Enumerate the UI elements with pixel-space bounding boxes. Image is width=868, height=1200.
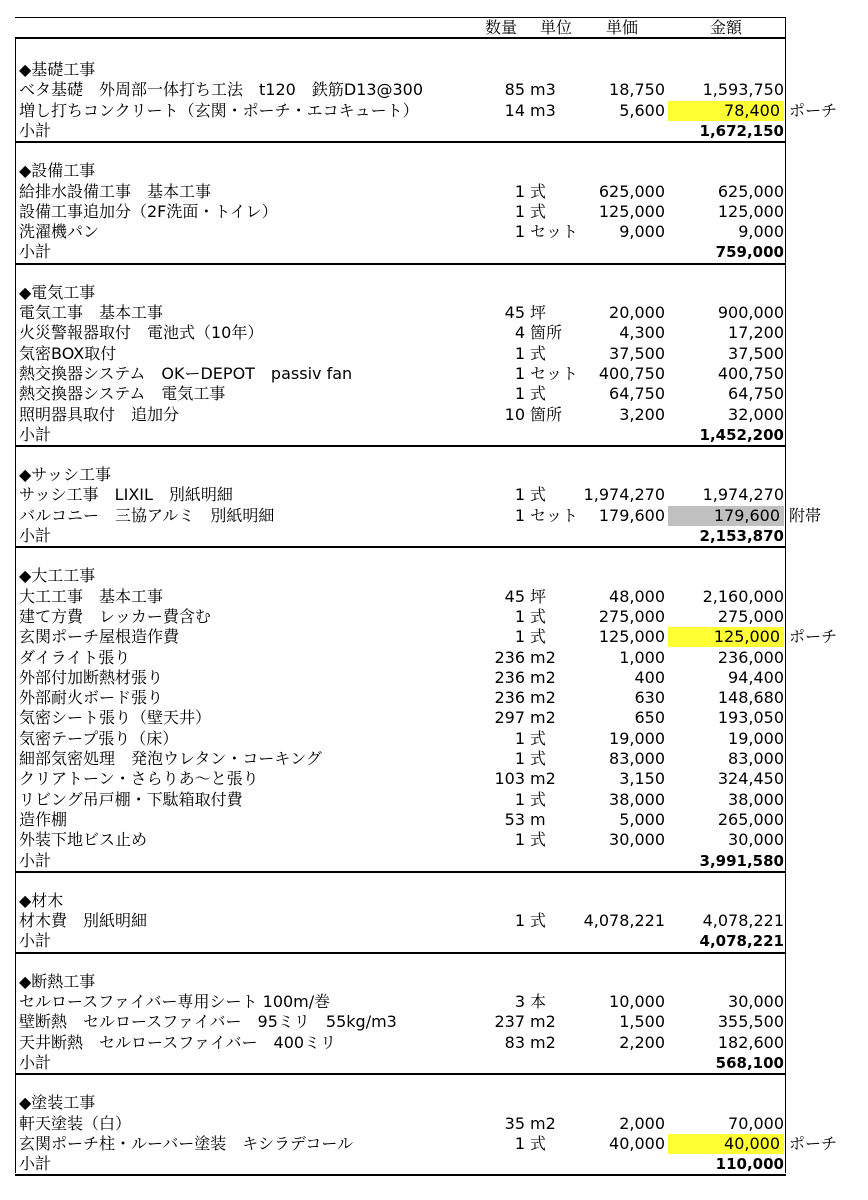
item-quantity: 45 <box>504 586 525 606</box>
item-unit-price: 18,750 <box>609 80 665 100</box>
item-unit-price: 9,000 <box>619 222 665 242</box>
item-quantity: 1 <box>514 911 525 931</box>
item-quantity: 103 <box>494 769 525 789</box>
section-divider <box>15 445 786 447</box>
section-title: ◆塗装工事 <box>19 1093 96 1113</box>
line-item-row <box>0 323 868 343</box>
subtotal-amount: 1,672,150 <box>699 121 784 140</box>
item-quantity: 236 <box>494 667 525 687</box>
item-amount: 1,974,270 <box>702 485 784 505</box>
item-unit-price: 19,000 <box>609 728 665 748</box>
subtotal-amount: 3,991,580 <box>699 851 784 870</box>
line-item-row <box>0 911 868 931</box>
line-item-row <box>0 80 868 100</box>
item-unit: m2 <box>530 1032 556 1052</box>
item-unit-price: 400 <box>634 667 665 687</box>
item-description: 熱交換器システム OKーDEPOT passiv fan <box>19 363 353 383</box>
item-amount: 900,000 <box>717 303 784 322</box>
item-quantity: 1 <box>514 728 525 748</box>
item-unit: 本 <box>530 992 547 1011</box>
item-description: 熱交換器システム 電気工事 <box>19 384 226 404</box>
item-quantity: 1 <box>514 830 525 850</box>
item-amount: 324,450 <box>717 769 784 789</box>
item-unit: 式 <box>530 606 547 626</box>
section-divider <box>15 1174 786 1176</box>
item-amount: 355,500 <box>717 1012 784 1032</box>
item-amount: 400,750 <box>717 363 784 383</box>
item-quantity: 1 <box>514 343 525 363</box>
item-description: 火災警報器取付 電池式（10年） <box>19 323 264 343</box>
subtotal-row <box>0 851 868 871</box>
header-qty: 数量 <box>485 18 518 37</box>
line-item-row <box>0 627 868 647</box>
item-unit-price: 3,150 <box>619 769 665 789</box>
line-item-row <box>0 749 868 769</box>
item-unit-price: 30,000 <box>609 830 665 850</box>
item-description: 玄関ポーチ柱・ルーバー塗装 キシラデコール <box>19 1133 354 1153</box>
item-amount: 125,000 <box>717 201 784 221</box>
item-quantity: 1 <box>514 485 525 505</box>
item-amount: 125,000 <box>668 627 784 647</box>
section-title-row <box>0 161 868 181</box>
section-title: ◆設備工事 <box>19 161 96 181</box>
item-description: 設備工事追加分（2F洗面・トイレ） <box>19 201 278 221</box>
item-unit: m2 <box>530 708 556 728</box>
item-unit-price: 3,200 <box>619 404 665 424</box>
item-description: 材木費 別紙明細 <box>19 911 148 931</box>
item-amount: 275,000 <box>717 606 784 626</box>
item-quantity: 3 <box>514 992 525 1011</box>
item-quantity: 1 <box>514 384 525 404</box>
item-unit-price: 125,000 <box>598 201 665 221</box>
item-unit: 箇所 <box>530 323 563 343</box>
item-note: ポーチ <box>789 1133 838 1153</box>
item-quantity: 35 <box>504 1113 525 1133</box>
subtotal-amount: 110,000 <box>715 1155 784 1174</box>
section-title-row <box>0 283 868 303</box>
item-unit-price: 630 <box>634 688 665 708</box>
item-unit: m2 <box>530 1113 556 1133</box>
item-description: 外部付加断熱材張り <box>19 667 164 687</box>
item-unit: m2 <box>530 647 556 667</box>
line-item-row <box>0 769 868 789</box>
subtotal-label: 小計 <box>19 120 52 140</box>
item-description: 気密BOX取付 <box>19 343 117 363</box>
item-unit: m3 <box>530 100 556 120</box>
subtotal-amount: 2,153,870 <box>699 527 784 545</box>
item-unit: 式 <box>530 1133 547 1153</box>
item-quantity: 236 <box>494 688 525 708</box>
line-item-row <box>0 384 868 404</box>
item-description: 細部気密処理 発泡ウレタン・コーキング <box>19 749 322 768</box>
item-unit: 坪 <box>530 303 547 322</box>
item-description: 洗濯機パン <box>19 222 100 242</box>
item-amount: 94,400 <box>728 667 784 687</box>
item-description: 照明器具取付 追加分 <box>19 404 180 424</box>
item-note: ポーチ <box>789 100 838 120</box>
subtotal-row <box>0 1053 868 1073</box>
item-unit-price: 48,000 <box>609 586 665 606</box>
line-item-row <box>0 303 868 323</box>
item-amount: 193,050 <box>717 708 784 728</box>
subtotal-row <box>0 1154 868 1174</box>
section-title-row <box>0 972 868 992</box>
item-description: 増し打ちコンクリート（玄関・ポーチ・エコキュート） <box>19 100 419 120</box>
item-quantity: 1 <box>514 1133 525 1153</box>
section-title: ◆断熱工事 <box>19 971 96 991</box>
section-title-row <box>0 566 868 586</box>
item-unit: 坪 <box>530 586 547 606</box>
item-quantity: 1 <box>514 363 525 383</box>
item-amount: 83,000 <box>728 749 784 768</box>
item-amount: 32,000 <box>728 404 784 424</box>
line-item-row <box>0 688 868 708</box>
item-unit: 式 <box>530 343 547 363</box>
item-amount: 9,000 <box>738 222 784 242</box>
item-description: 給排水設備工事 基本工事 <box>19 181 212 201</box>
section-title-row <box>0 1093 868 1113</box>
item-amount: 40,000 <box>668 1134 784 1154</box>
subtotal-label: 小計 <box>19 526 52 545</box>
item-quantity: 1 <box>514 181 525 201</box>
line-item-row <box>0 485 868 505</box>
header-top-border <box>15 17 785 18</box>
item-quantity: 10 <box>504 404 525 424</box>
item-description: サッシ工事 LIXIL 別紙明細 <box>19 485 233 505</box>
item-unit-price: 1,000 <box>619 647 665 667</box>
subtotal-row <box>0 526 868 546</box>
item-unit: 式 <box>530 789 547 809</box>
item-description: バルコニー 三協アルミ 別紙明細 <box>19 505 275 525</box>
section-title-row <box>0 60 868 80</box>
item-unit-price: 5,000 <box>619 809 665 829</box>
item-quantity: 4 <box>514 323 525 343</box>
item-amount: 148,680 <box>717 688 784 708</box>
line-item-row <box>0 182 868 202</box>
item-description: ダイライト張り <box>19 647 131 667</box>
item-unit-price: 179,600 <box>598 505 665 525</box>
subtotal-label: 小計 <box>19 850 52 870</box>
item-unit-price: 400,750 <box>598 363 665 383</box>
item-unit-price: 2,200 <box>619 1032 665 1052</box>
subtotal-amount: 759,000 <box>715 243 784 262</box>
subtotal-label: 小計 <box>19 242 52 262</box>
item-unit: m2 <box>530 667 556 687</box>
item-unit: m <box>530 809 546 829</box>
item-unit: セット <box>530 222 579 242</box>
item-description: 造作棚 <box>19 809 68 829</box>
item-unit: m2 <box>530 688 556 708</box>
line-item-row <box>0 1012 868 1032</box>
item-quantity: 1 <box>514 627 525 647</box>
item-unit-price: 40,000 <box>609 1133 665 1153</box>
item-unit-price: 37,500 <box>609 343 665 363</box>
item-unit: セット <box>530 363 579 383</box>
item-amount: 19,000 <box>728 728 784 748</box>
item-quantity: 1 <box>514 201 525 221</box>
item-quantity: 297 <box>494 708 525 728</box>
item-description: セルロースファイバー専用シート 100m/巻 <box>19 992 331 1011</box>
item-quantity: 237 <box>494 1012 525 1032</box>
item-amount: 2,160,000 <box>702 586 784 606</box>
item-description: ベタ基礎 外周部一体打ち工法 t120 鉄筋D13@300 <box>19 80 424 100</box>
line-item-row <box>0 1134 868 1154</box>
header-unit: 単位 <box>540 18 573 37</box>
item-unit-price: 83,000 <box>609 749 665 768</box>
subtotal-row <box>0 121 868 141</box>
item-amount: 70,000 <box>728 1113 784 1133</box>
line-item-row <box>0 364 868 384</box>
line-item-row <box>0 344 868 364</box>
item-unit: 式 <box>530 201 547 221</box>
item-quantity: 85 <box>504 80 525 100</box>
section-title: ◆材木 <box>19 890 64 910</box>
item-quantity: 1 <box>514 222 525 242</box>
line-item-row <box>0 222 868 242</box>
line-item-row <box>0 708 868 728</box>
item-unit: 式 <box>530 485 547 505</box>
header-divider <box>15 37 786 39</box>
line-item-row <box>0 506 868 526</box>
item-amount: 78,400 <box>668 101 784 121</box>
line-item-row <box>0 587 868 607</box>
item-amount: 1,593,750 <box>702 80 784 100</box>
section-title: ◆基礎工事 <box>19 60 96 79</box>
item-description: 外装下地ビス止め <box>19 830 148 850</box>
item-unit: 式 <box>530 911 547 931</box>
item-description: 玄関ポーチ屋根造作費 <box>19 627 180 647</box>
item-unit: セット <box>530 505 579 525</box>
item-unit: m2 <box>530 1012 556 1032</box>
line-item-row <box>0 405 868 425</box>
item-description: 大工工事 基本工事 <box>19 586 164 606</box>
item-unit: 式 <box>530 181 547 201</box>
line-item-row <box>0 101 868 121</box>
line-item-row <box>0 830 868 850</box>
item-unit: 式 <box>530 830 547 850</box>
item-unit-price: 650 <box>634 708 665 728</box>
item-description: 気密シート張り（壁天井） <box>19 708 212 728</box>
item-quantity: 1 <box>514 606 525 626</box>
item-unit-price: 1,974,270 <box>583 485 665 505</box>
line-item-row <box>0 810 868 830</box>
section-divider <box>15 1073 786 1075</box>
item-amount: 4,078,221 <box>702 911 784 931</box>
item-quantity: 83 <box>504 1032 525 1052</box>
header-price: 単価 <box>606 18 639 37</box>
section-divider <box>15 263 786 265</box>
subtotal-row <box>0 931 868 951</box>
section-title: ◆サッシ工事 <box>19 465 111 485</box>
item-description: 軒天塗装（白） <box>19 1113 132 1133</box>
section-title-row <box>0 891 868 911</box>
item-unit-price: 4,078,221 <box>583 911 665 931</box>
item-unit-price: 2,000 <box>619 1113 665 1133</box>
item-note: ポーチ <box>789 627 838 647</box>
item-amount: 625,000 <box>717 181 784 201</box>
section-title: ◆電気工事 <box>19 282 96 302</box>
item-unit-price: 625,000 <box>598 181 665 201</box>
subtotal-label: 小計 <box>19 931 52 951</box>
item-unit: 箇所 <box>530 404 563 424</box>
subtotal-row <box>0 425 868 445</box>
item-amount: 30,000 <box>728 992 784 1011</box>
item-description: 外部耐火ボード張り <box>19 688 164 708</box>
item-unit-price: 20,000 <box>609 303 665 322</box>
item-amount: 37,500 <box>728 343 784 363</box>
subtotal-amount: 1,452,200 <box>699 425 784 444</box>
item-unit: m2 <box>530 769 556 789</box>
item-description: 壁断熱 セルロースファイバー 95ミリ 55kg/m3 <box>19 1012 397 1032</box>
item-unit-price: 275,000 <box>598 606 665 626</box>
item-quantity: 14 <box>504 100 525 120</box>
section-divider <box>15 952 786 954</box>
subtotal-label: 小計 <box>19 1052 52 1072</box>
line-item-row <box>0 790 868 810</box>
line-item-row <box>0 1033 868 1053</box>
line-item-row <box>0 992 868 1012</box>
item-amount: 182,600 <box>717 1032 784 1052</box>
item-description: 天井断熱 セルロースファイバー 400ミリ <box>19 1032 337 1052</box>
subtotal-amount: 568,100 <box>715 1053 784 1072</box>
item-amount: 236,000 <box>717 647 784 667</box>
subtotal-row <box>0 242 868 262</box>
item-unit-price: 1,500 <box>619 1012 665 1032</box>
item-unit: 式 <box>530 627 547 647</box>
subtotal-label: 小計 <box>19 424 52 444</box>
item-amount: 30,000 <box>728 830 784 850</box>
item-unit-price: 125,000 <box>598 627 665 647</box>
item-description: 建て方費 レッカー費含む <box>19 606 211 626</box>
item-amount: 17,200 <box>728 323 784 343</box>
item-unit: m3 <box>530 80 556 100</box>
item-unit: 式 <box>530 749 547 768</box>
section-title: ◆大工工事 <box>19 566 96 586</box>
item-amount: 38,000 <box>728 789 784 809</box>
item-amount: 64,750 <box>728 384 784 404</box>
item-unit-price: 5,600 <box>619 100 665 120</box>
line-item-row <box>0 202 868 222</box>
item-description: 気密テープ張り（床） <box>19 728 179 748</box>
item-note: 附帯 <box>789 505 822 525</box>
line-item-row <box>0 648 868 668</box>
item-quantity: 1 <box>514 505 525 525</box>
item-unit-price: 4,300 <box>619 323 665 343</box>
section-title-row <box>0 465 868 485</box>
item-amount: 265,000 <box>717 809 784 829</box>
header-amount: 金額 <box>710 18 743 37</box>
item-description: クリアトーン・さらりあ～と張り <box>19 769 259 789</box>
item-unit-price: 64,750 <box>609 384 665 404</box>
item-quantity: 45 <box>504 303 525 322</box>
item-unit-price: 10,000 <box>609 992 665 1011</box>
item-unit: 式 <box>530 384 547 404</box>
line-item-row <box>0 1114 868 1134</box>
section-divider <box>15 871 786 873</box>
item-quantity: 236 <box>494 647 525 667</box>
subtotal-amount: 4,078,221 <box>699 932 784 951</box>
line-item-row <box>0 729 868 749</box>
line-item-row <box>0 607 868 627</box>
item-quantity: 1 <box>514 789 525 809</box>
item-description: 電気工事 基本工事 <box>19 303 164 322</box>
item-quantity: 1 <box>514 749 525 768</box>
item-description: リビング吊戸棚・下駄箱取付費 <box>19 789 243 809</box>
item-unit: 式 <box>530 728 547 748</box>
item-unit-price: 38,000 <box>609 789 665 809</box>
line-item-row <box>0 668 868 688</box>
item-amount: 179,600 <box>668 506 784 526</box>
item-quantity: 53 <box>504 809 525 829</box>
section-divider <box>15 546 786 548</box>
section-divider <box>15 141 786 143</box>
subtotal-label: 小計 <box>19 1154 52 1174</box>
